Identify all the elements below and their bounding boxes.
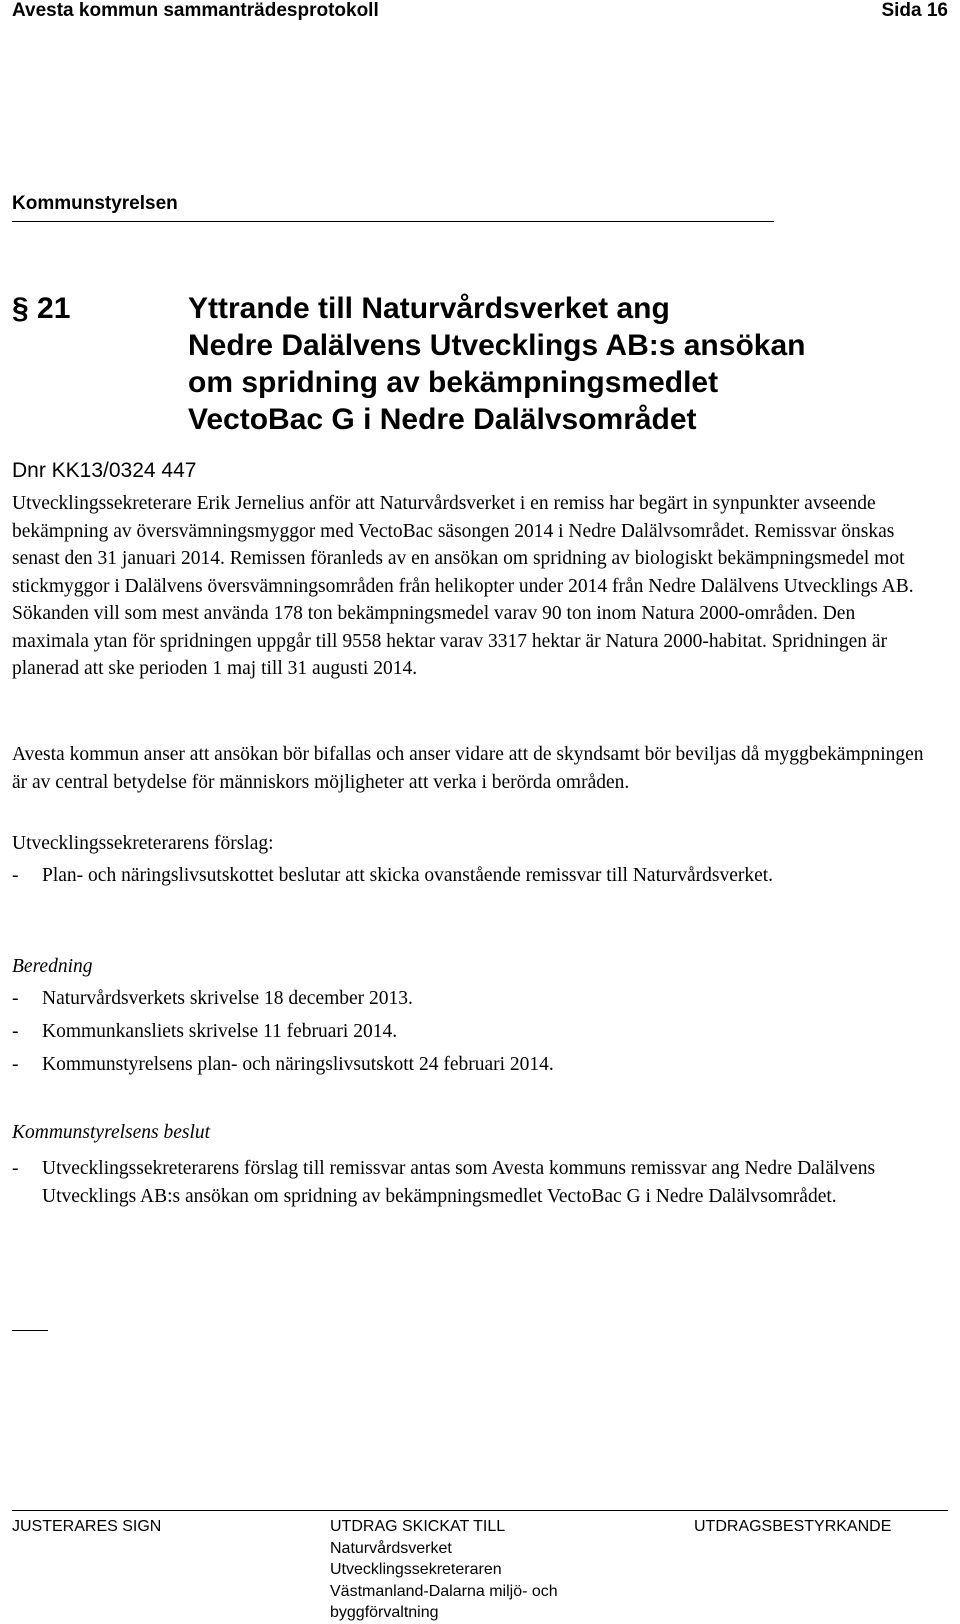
section-title-line: VectoBac G i Nedre Dalälvsområdet — [188, 403, 697, 436]
footer-recipient: byggförvaltning — [330, 1604, 439, 1621]
proposal-item — [12, 862, 912, 890]
case-number: Dnr KK13/0324 447 — [12, 459, 197, 482]
footer-distribution — [330, 1516, 558, 1624]
section-title-line: om spridning av bekämpningsmedlet — [188, 366, 719, 399]
end-rule — [12, 1330, 48, 1331]
preparation-item-text: Kommunstyrelsens plan- och näringslivsutskott 24 februari 2014. — [42, 1054, 554, 1075]
preparation-item — [12, 985, 912, 1013]
decision-label: Kommunstyrelsens beslut — [12, 1122, 211, 1143]
document-title: Avesta kommun sammanträdesprotokoll — [12, 0, 379, 21]
footer-recipient: Utvecklingssekreteraren — [330, 1561, 502, 1578]
dash-bullet: - — [12, 1054, 19, 1075]
footer-recipient: Naturvårdsverket — [330, 1539, 452, 1557]
section-title-line: Nedre Dalälvens Utvecklings AB:s ansökan — [188, 329, 806, 362]
footer-signature-label: JUSTERARES SIGN — [12, 1518, 162, 1535]
dash-bullet: - — [12, 865, 19, 886]
footer-rule — [12, 1510, 948, 1511]
footer-recipient: Västmanland-Dalarna miljö- och — [330, 1582, 558, 1600]
page-header — [12, 0, 948, 24]
dash-bullet: - — [12, 1021, 19, 1042]
preparation-item — [12, 1051, 912, 1079]
dash-bullet: - — [12, 988, 19, 1009]
decision-item — [12, 1155, 912, 1210]
page-number: Sida 16 — [881, 0, 948, 21]
preparation-label: Beredning — [12, 956, 93, 977]
section-title-line: Yttrande till Naturvårdsverket ang — [188, 292, 670, 325]
footer-distribution-header: UTDRAG SKICKAT TILL — [330, 1518, 506, 1535]
section-number: § 21 — [12, 292, 71, 325]
preparation-item-text: Naturvårdsverkets skrivelse 18 december 2013. — [42, 988, 413, 1009]
proposal-label: Utvecklingssekreterarens förslag: — [12, 833, 274, 854]
body-paragraph-2: Avesta kommun anser att ansökan bör bifallas och anser vidare att de skyndsamt bör beviljas då myggbekämpningen är av central betydelse för människors möjligheter att verka i berörda områden. — [12, 744, 924, 793]
footer-certification-label: UTDRAGSBESTYRKANDE — [694, 1518, 892, 1535]
board-underline — [12, 221, 774, 222]
body-paragraph-1: Utvecklingssekreterare Erik Jernelius anför att Naturvårdsverket i en remiss har begärt in synpunkter avseende bekämpning av översvämningsmyggor med VectoBac säsongen 2014 i Nedre Dalälvsområdet. Remissvar önskas senast den 31 januari 2014. Remissen föranleds av en ansökan om spridning av biologiskt bekämpningsmedel mot stickmyggor i Dalälvens översvämningsområden från helikopter under 2014 från Nedre Dalälvens Utvecklings AB. Sökanden vill som mest använda 178 ton bekämpningsmedel varav 90 ton inom Natura 2000-områden. Den maximala ytan för spridningen uppgår till 9558 hektar varav 3317 hektar är Natura 2000-habitat. Spridningen är planerad att ske perioden 1 maj till 31 augusti 2014. — [12, 493, 914, 679]
proposal-item-text: Plan- och näringslivsutskottet beslutar att skicka ovanstående remissvar till Naturvårdsverket. — [42, 865, 774, 886]
preparation-item — [12, 1018, 912, 1046]
preparation-item-text: Kommunkansliets skrivelse 11 februari 2014. — [42, 1021, 398, 1042]
dash-bullet: - — [12, 1158, 19, 1179]
board-name: Kommunstyrelsen — [12, 193, 178, 214]
decision-item-text: Utvecklingssekreterarens förslag till remissvar antas som Avesta kommuns remissvar ang Nedre Dalälvens Utvecklings AB:s ansökan om spridning av bekämpningsmedlet VectoBac G i Nedre Dalälvsområdet. — [42, 1158, 876, 1207]
section-title — [188, 290, 805, 438]
